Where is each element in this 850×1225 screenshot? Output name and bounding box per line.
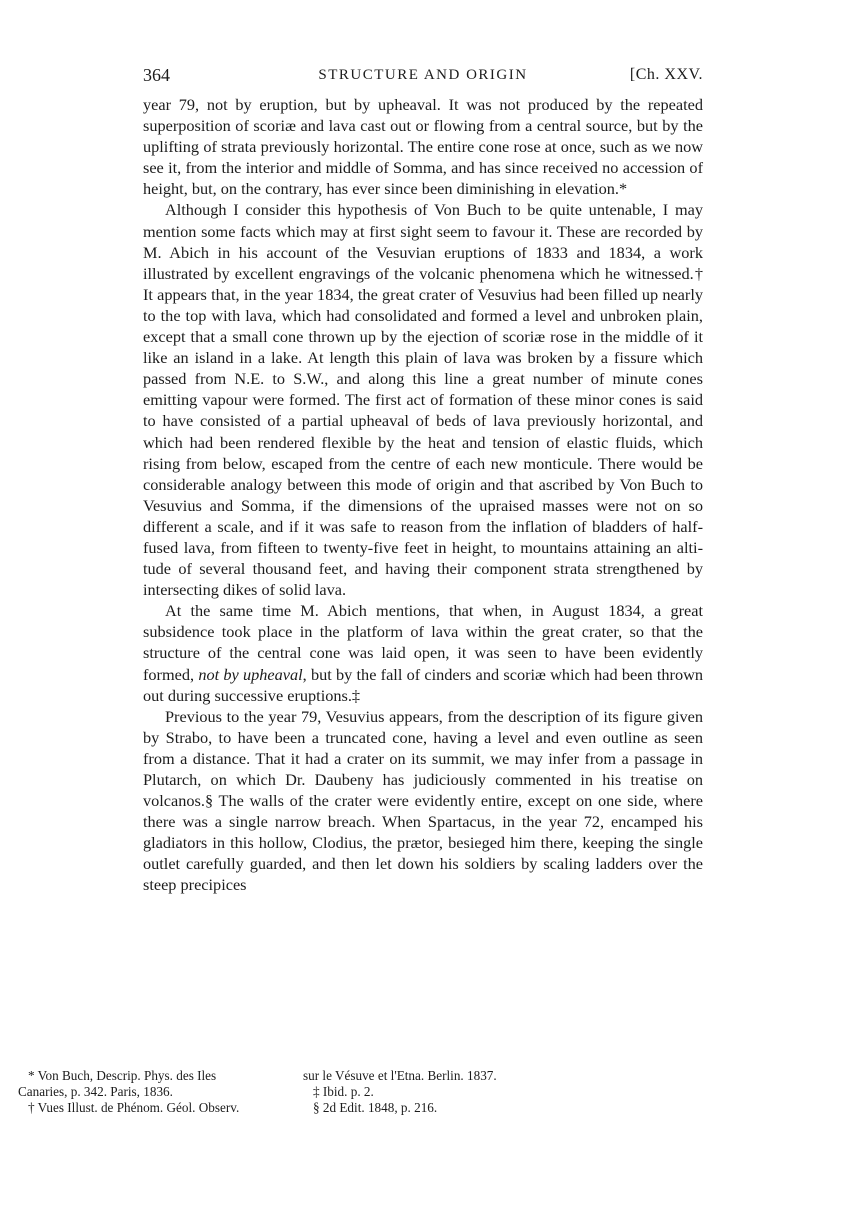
footnote-second-edition: § 2d Edit. 1848, p. 216. [313,1100,438,1115]
footnotes-right-column [303,1068,583,1116]
footnote-von-buch: * Von Buch, Descrip. Phys. des Iles [28,1068,217,1083]
running-title: STRUCTURE AND ORIGIN [318,67,528,83]
footnote-ibid: ‡ Ibid. p. 2. [313,1084,374,1099]
footnote-vesuve-etna: sur le Vésuve et l'Etna. Berlin. 1837. [303,1068,497,1083]
paragraph-3 [143,600,703,705]
footnote-vues-illust: † Vues Illust. de Phénom. Géol. Observ. [28,1100,240,1115]
paragraph-1: year 79, not by eruption, but by upheaval. It was not produced by the repeated superposition of scoriæ and lava cast out or flowing from a central source, but by the uplifting of strata previously horizontal. The entire cone rose at once, such as we now see it, from the interior and middle of Somma, and has since received no accession of height, but, on the contrary, has ever since been diminishing in elevation.* [143,95,703,199]
paragraph-4: Previous to the year 79, Vesuvius appears, from the description of its figure given by Strabo, to have been a truncated cone, having a level and even outline as seen from a distance. That it had a crater on its summit, we may infer from a passage in Plutarch, on which Dr. Daubeny has judiciously commented in his treatise on volcanos.§ The walls of the crater were evidently entire, except on one side, where there was a single narrow breach. When Spartacus, in the year 72, encamped his gladiators in this hollow, Clodius, the prætor, besieged him there, keeping the single outlet carefully guarded, and then let down his soldiers by scaling ladders over the steep precipices [143,706,703,895]
paragraph-3-text-end: , but by the fall of cinders and scoriæ which had been thrown out during successive eruptions.‡ [143,664,703,705]
book-page [143,62,703,896]
footnotes-left-column [18,1068,288,1116]
body-text [143,94,703,896]
page-number: 364 [143,65,170,85]
paragraph-3-italic-phrase: not by upheaval [198,664,303,684]
chapter-reference: [Ch. XXV. [629,66,703,83]
running-head [143,62,703,88]
paragraph-3-text-start: At the same time M. Abich mentions, that when, in August 1834, a great subsidence took place in the platform of lava within the great crater, so that the structure of the central cone was laid open, it was seen to have been evidently formed, [143,601,703,684]
paragraph-2: Although I consider this hypothesis of Von Buch to be quite untenable, I may mention some facts which may at first sight seem to favour it. These are recorded by M. Abich in his account of the Vesuvian eruptions of 1833 and 1834, a work illustrated by excellent engravings of the volcanic phenomena which he witnessed.† It appears that, in the year 1834, the great crater of Vesuvius had been filled up nearly to the top with lava, which had consolidated and formed a level and unbroken plain, except that a small cone thrown up by the ejection of scoriæ rose in the middle of it like an island in a lake. At length this plain of lava was broken by a fissure which passed from N.E. to S.W., and along this line a great number of minute cones emitting vapour were formed. The first act of formation of these minor cones is said to have consisted of a partial upheaval of beds of lava previously horizontal, and which had been rendered flexible by the heat and tension of elastic fluids, which rising from below, escaped from the centre of each new monticule. There would be considerable analogy between this mode of origin and that ascribed by Von Buch to Vesuvius and Somma, if the dimensions of the upraised masses were not on so different a scale, and if it was safe to reason from the inflation of bladders of half-fused lava, from fifteen to twenty-five feet in height, to mountains attaining an altitude of several thousand feet, and having their component strata strengthened by intersecting dikes of solid lava. [143,200,703,600]
footnote-von-buch-cont: Canaries, p. 342. Paris, 1836. [18,1084,173,1099]
